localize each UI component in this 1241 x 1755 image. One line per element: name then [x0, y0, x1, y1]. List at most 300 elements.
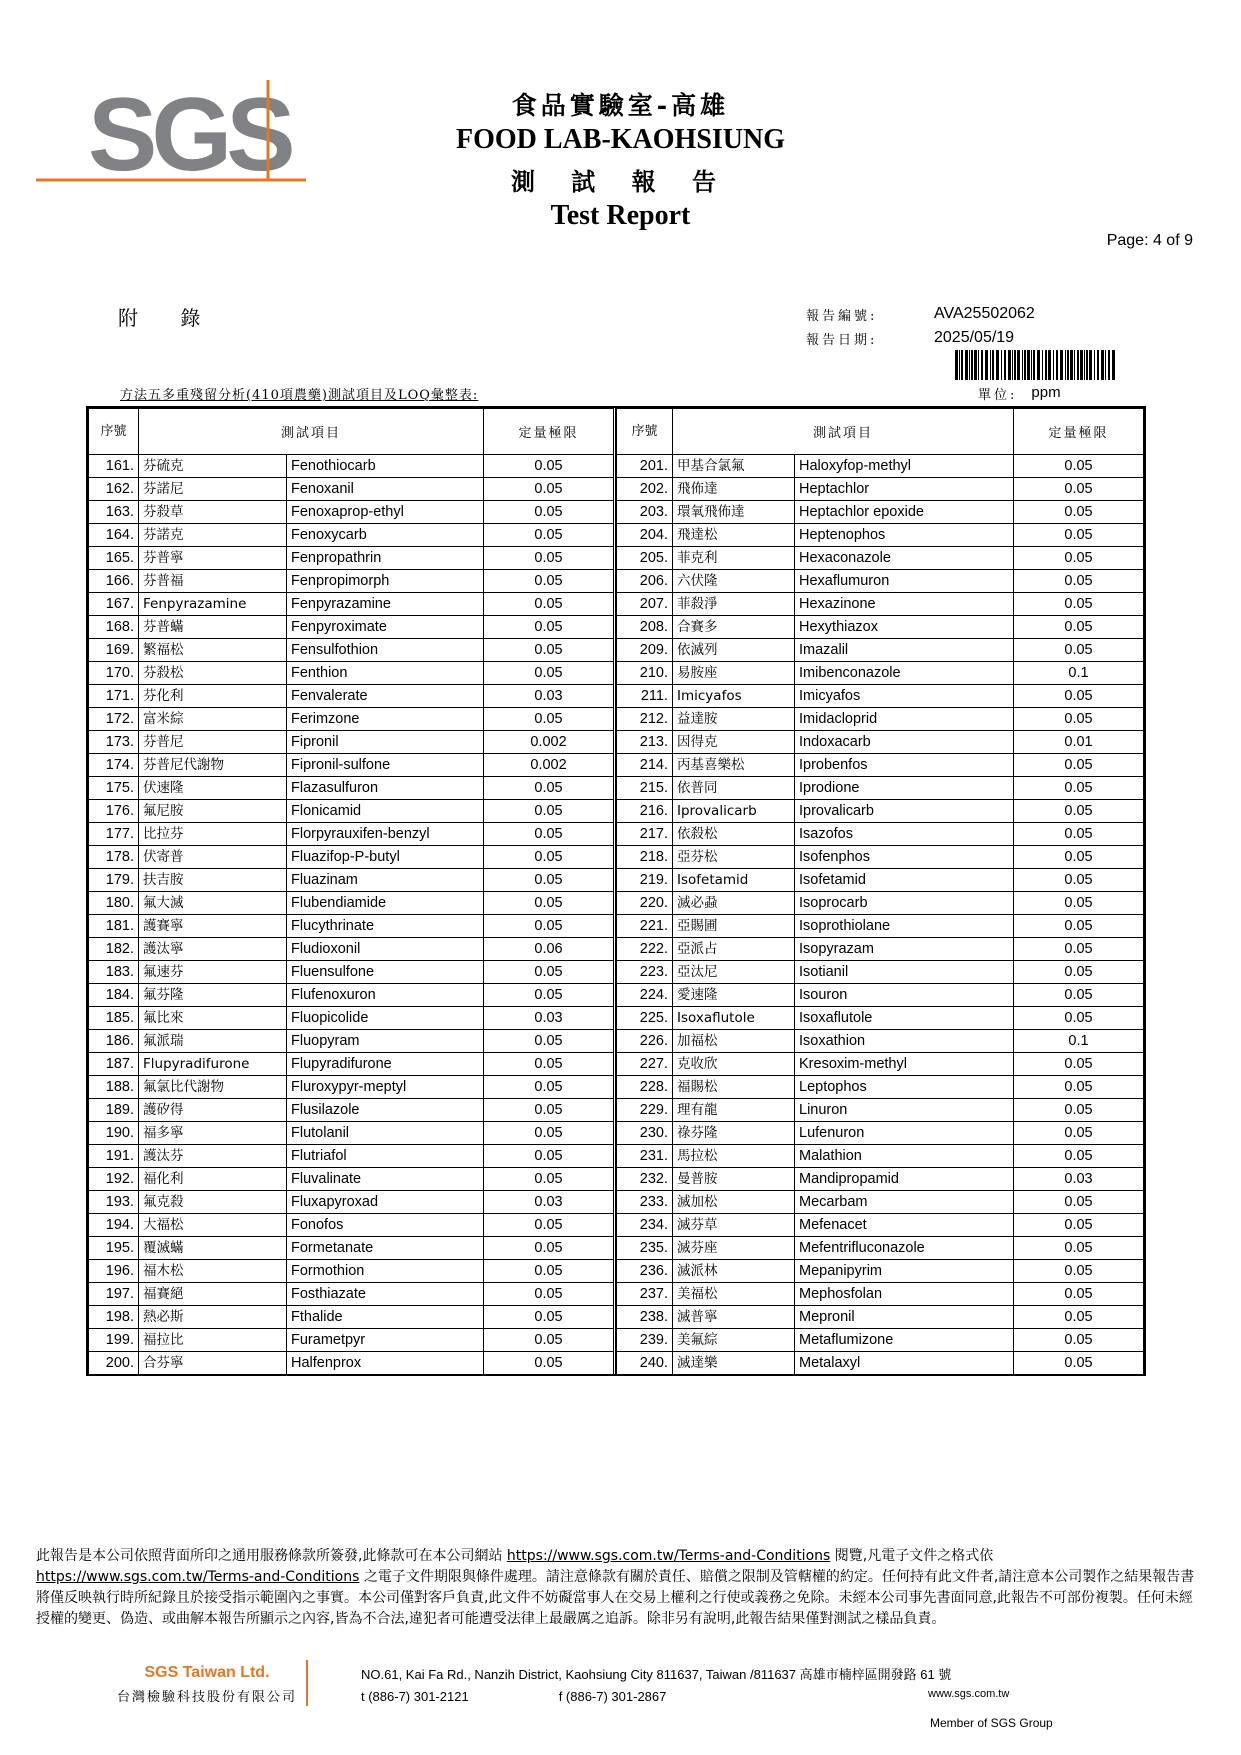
english-name: Lufenuron [795, 1122, 1014, 1145]
chinese-name: 氟速芬 [139, 961, 287, 984]
english-name: Fosthiazate [287, 1283, 484, 1306]
english-name: Isazofos [795, 823, 1014, 846]
table-row [617, 685, 1144, 708]
loq-value: 0.05 [484, 708, 614, 731]
row-number: 195. [89, 1237, 139, 1260]
loq-value: 0.05 [484, 892, 614, 915]
loq-value: 0.05 [1014, 455, 1144, 478]
row-number: 173. [89, 731, 139, 754]
table-row [89, 1122, 614, 1145]
col-header-loq: 定量極限 [484, 409, 614, 455]
chinese-name: 滅達樂 [673, 1352, 795, 1375]
english-name: Halfenprox [287, 1352, 484, 1375]
chinese-name: 飛達松 [673, 524, 795, 547]
row-number: 186. [89, 1030, 139, 1053]
table-header-row [617, 409, 1144, 455]
table-row [89, 685, 614, 708]
row-number: 177. [89, 823, 139, 846]
chinese-name: 甲基合氯氟 [673, 455, 795, 478]
table-row [617, 1352, 1144, 1375]
col-header-no: 序號 [89, 409, 139, 455]
row-number: 237. [617, 1283, 673, 1306]
row-number: 165. [89, 547, 139, 570]
loq-value: 0.05 [1014, 823, 1144, 846]
english-name: Flusilazole [287, 1099, 484, 1122]
chinese-name: 大福松 [139, 1214, 287, 1237]
loq-value: 0.05 [484, 1168, 614, 1191]
table-row [89, 639, 614, 662]
row-number: 228. [617, 1076, 673, 1099]
chinese-name: 滅必蝨 [673, 892, 795, 915]
row-number: 199. [89, 1329, 139, 1352]
table-row [89, 524, 614, 547]
loq-value: 0.05 [484, 662, 614, 685]
chinese-name: 比拉芬 [139, 823, 287, 846]
table-row [617, 455, 1144, 478]
disclaimer-text: 閱覽,凡電子文件之格式依 [830, 1548, 994, 1564]
table-row [89, 547, 614, 570]
report-date-label: 報告日期: [806, 332, 878, 348]
loq-value: 0.05 [484, 1329, 614, 1352]
row-number: 193. [89, 1191, 139, 1214]
row-number: 211. [617, 685, 673, 708]
table-row [89, 869, 614, 892]
table-row [617, 1122, 1144, 1145]
chinese-name: 熱必斯 [139, 1306, 287, 1329]
table-row [89, 984, 614, 1007]
row-number: 231. [617, 1145, 673, 1168]
row-number: 162. [89, 478, 139, 501]
row-number: 174. [89, 754, 139, 777]
table-left [88, 408, 614, 1375]
loq-value: 0.05 [1014, 984, 1144, 1007]
row-number: 216. [617, 800, 673, 823]
english-name: Mefentrifluconazole [795, 1237, 1014, 1260]
loq-value: 0.1 [1014, 1030, 1144, 1053]
chinese-name: Isoxaflutole [673, 1007, 795, 1030]
chinese-name: 依普同 [673, 777, 795, 800]
loq-value: 0.002 [484, 754, 614, 777]
chinese-name: 滅芬座 [673, 1237, 795, 1260]
table-header-row [89, 409, 614, 455]
chinese-name: 芬諾尼 [139, 478, 287, 501]
table-row [89, 800, 614, 823]
loq-value: 0.05 [1014, 754, 1144, 777]
table-row [617, 1260, 1144, 1283]
chinese-name: 氟芬隆 [139, 984, 287, 1007]
loq-value: 0.05 [1014, 1145, 1144, 1168]
row-number: 181. [89, 915, 139, 938]
english-name: Isotianil [795, 961, 1014, 984]
loq-value: 0.05 [484, 547, 614, 570]
english-name: Metaflumizone [795, 1329, 1014, 1352]
company-name-zh: 台灣檢驗科技股份有限公司 [116, 1690, 297, 1705]
chinese-name: 福木松 [139, 1260, 287, 1283]
row-number: 224. [617, 984, 673, 1007]
unit-label: 單位: [978, 388, 1018, 403]
loq-value: 0.03 [484, 1007, 614, 1030]
row-number: 202. [617, 478, 673, 501]
chinese-name: 芬普福 [139, 570, 287, 593]
chinese-name: 祿芬隆 [673, 1122, 795, 1145]
chinese-name: Isofetamid [673, 869, 795, 892]
chinese-name: 加福松 [673, 1030, 795, 1053]
report-no-label: 報告編號: [806, 308, 878, 324]
table-row [617, 639, 1144, 662]
loq-value: 0.05 [1014, 1053, 1144, 1076]
row-number: 215. [617, 777, 673, 800]
loq-value: 0.05 [1014, 1260, 1144, 1283]
loq-value: 0.05 [1014, 938, 1144, 961]
english-name: Formetanate [287, 1237, 484, 1260]
table-row [617, 961, 1144, 984]
chinese-name: 易胺座 [673, 662, 795, 685]
row-number: 217. [617, 823, 673, 846]
table-row [89, 1145, 614, 1168]
table-row [617, 524, 1144, 547]
loq-value: 0.05 [484, 1099, 614, 1122]
row-number: 187. [89, 1053, 139, 1076]
english-name: Formothion [287, 1260, 484, 1283]
english-name: Isoprothiolane [795, 915, 1014, 938]
disclaimer-text: 此報告是本公司依照背面所印之通用服務條款所簽發,此條款可在本公司網站 [36, 1548, 507, 1564]
loq-value: 0.05 [1014, 639, 1144, 662]
address: NO.61, Kai Fa Rd., Nanzih District, Kaohsiung City 811637, Taiwan /811637 高雄市楠梓區開發路 61 號 [361, 1667, 952, 1682]
english-name: Fluensulfone [287, 961, 484, 984]
table-row [617, 616, 1144, 639]
row-number: 189. [89, 1099, 139, 1122]
loq-value: 0.05 [1014, 1237, 1144, 1260]
loq-value: 0.05 [1014, 1076, 1144, 1099]
english-name: Haloxyfop-methyl [795, 455, 1014, 478]
row-number: 220. [617, 892, 673, 915]
english-name: Hexythiazox [795, 616, 1014, 639]
chinese-name: 伏速隆 [139, 777, 287, 800]
row-number: 235. [617, 1237, 673, 1260]
report-meta [806, 302, 1035, 350]
chinese-name: 因得克 [673, 731, 795, 754]
table-row [617, 708, 1144, 731]
report-date: 2025/05/19 [934, 329, 1015, 346]
chinese-name: Imicyafos [673, 685, 795, 708]
chinese-name: 美氟綜 [673, 1329, 795, 1352]
english-name: Fenoxanil [287, 478, 484, 501]
loq-value: 0.05 [484, 777, 614, 800]
english-name: Imibenconazole [795, 662, 1014, 685]
unit-value: ppm [1031, 384, 1061, 401]
english-name: Kresoxim-methyl [795, 1053, 1014, 1076]
table-row [89, 455, 614, 478]
table-row [89, 662, 614, 685]
table-row [617, 1237, 1144, 1260]
table-row [617, 1214, 1144, 1237]
english-name: Imazalil [795, 639, 1014, 662]
loq-value: 0.05 [484, 984, 614, 1007]
english-name: Fluazinam [287, 869, 484, 892]
english-name: Fluazifop-P-butyl [287, 846, 484, 869]
table-row [617, 823, 1144, 846]
table-caption: 方法五多重殘留分析(410項農藥)測試項目及LOQ彙整表: [120, 388, 479, 403]
row-number: 164. [89, 524, 139, 547]
english-name: Mepronil [795, 1306, 1014, 1329]
chinese-name: 滅芬草 [673, 1214, 795, 1237]
loq-value: 0.05 [484, 1122, 614, 1145]
loq-value: 0.05 [1014, 547, 1144, 570]
disclaimer [36, 1546, 1206, 1630]
loq-value: 0.03 [1014, 1168, 1144, 1191]
english-name: Flonicamid [287, 800, 484, 823]
table-row [617, 570, 1144, 593]
report-title [0, 86, 1241, 238]
table-row [89, 1306, 614, 1329]
row-number: 223. [617, 961, 673, 984]
chinese-name: 亞賜圃 [673, 915, 795, 938]
chinese-name: 福拉比 [139, 1329, 287, 1352]
row-number: 219. [617, 869, 673, 892]
company-address [361, 1664, 951, 1704]
chinese-name: 繁福松 [139, 639, 287, 662]
row-number: 169. [89, 639, 139, 662]
row-number: 207. [617, 593, 673, 616]
chinese-name: 福化利 [139, 1168, 287, 1191]
chinese-name: 護汰芬 [139, 1145, 287, 1168]
table-row [89, 1076, 614, 1099]
row-number: 185. [89, 1007, 139, 1030]
english-name: Isopyrazam [795, 938, 1014, 961]
loq-value: 0.05 [1014, 685, 1144, 708]
row-number: 221. [617, 915, 673, 938]
loq-value: 0.05 [1014, 1283, 1144, 1306]
english-name: Mepanipyrim [795, 1260, 1014, 1283]
english-name: Fenpyrazamine [287, 593, 484, 616]
table-row [89, 1237, 614, 1260]
row-number: 213. [617, 731, 673, 754]
row-number: 176. [89, 800, 139, 823]
table-row [617, 662, 1144, 685]
english-name: Imicyafos [795, 685, 1014, 708]
table-row [89, 754, 614, 777]
col-header-item: 測試項目 [139, 409, 484, 455]
chinese-name: 飛佈達 [673, 478, 795, 501]
table-row [617, 1007, 1144, 1030]
table-row [89, 961, 614, 984]
loq-value: 0.05 [1014, 478, 1144, 501]
table-row [617, 800, 1144, 823]
table-right [616, 408, 1144, 1375]
row-number: 205. [617, 547, 673, 570]
loq-value: 0.05 [1014, 1007, 1144, 1030]
fax: f (886-7) 301-2867 [558, 1689, 667, 1704]
loq-value: 0.002 [484, 731, 614, 754]
chinese-name: 氟尼胺 [139, 800, 287, 823]
table-row [617, 1191, 1144, 1214]
loq-value: 0.05 [484, 1030, 614, 1053]
row-number: 182. [89, 938, 139, 961]
loq-value: 0.05 [484, 1260, 614, 1283]
english-name: Linuron [795, 1099, 1014, 1122]
row-number: 168. [89, 616, 139, 639]
table-row [89, 731, 614, 754]
row-number: 212. [617, 708, 673, 731]
table-row [617, 1168, 1144, 1191]
row-number: 236. [617, 1260, 673, 1283]
loq-value: 0.05 [484, 616, 614, 639]
row-number: 239. [617, 1329, 673, 1352]
chinese-name: 芬普尼代謝物 [139, 754, 287, 777]
loq-value: 0.05 [484, 1352, 614, 1375]
chinese-name: 福賽絕 [139, 1283, 287, 1306]
row-number: 203. [617, 501, 673, 524]
chinese-name: 芬普寧 [139, 547, 287, 570]
english-name: Isouron [795, 984, 1014, 1007]
chinese-name: 依滅列 [673, 639, 795, 662]
terms-link[interactable]: https://www.sgs.com.tw/Terms-and-Conditions [506, 1548, 831, 1564]
table-row [89, 1007, 614, 1030]
row-number: 196. [89, 1260, 139, 1283]
loq-value: 0.05 [484, 1283, 614, 1306]
table-row [89, 1352, 614, 1375]
table-row [617, 777, 1144, 800]
english-name: Leptophos [795, 1076, 1014, 1099]
english-name: Malathion [795, 1145, 1014, 1168]
loq-value: 0.05 [1014, 777, 1144, 800]
chinese-name: 菲殺淨 [673, 593, 795, 616]
table-left-half [88, 408, 616, 1374]
loq-value: 0.05 [1014, 1352, 1144, 1375]
english-name: Metalaxyl [795, 1352, 1014, 1375]
chinese-name: 愛速隆 [673, 984, 795, 1007]
chinese-name: 氟大滅 [139, 892, 287, 915]
chinese-name: 合芬寧 [139, 1352, 287, 1375]
loq-value: 0.05 [1014, 800, 1144, 823]
loq-value: 0.03 [484, 1191, 614, 1214]
row-number: 240. [617, 1352, 673, 1375]
table-row [89, 1260, 614, 1283]
title-zh: 食品實驗室-高雄 [511, 91, 730, 120]
table-row [89, 478, 614, 501]
loq-value: 0.05 [484, 869, 614, 892]
chinese-name: 丙基喜樂松 [673, 754, 795, 777]
table-row [617, 915, 1144, 938]
english-name: Hexazinone [795, 593, 1014, 616]
english-name: Fenpropimorph [287, 570, 484, 593]
english-name: Fenvalerate [287, 685, 484, 708]
row-number: 180. [89, 892, 139, 915]
row-number: 210. [617, 662, 673, 685]
english-name: Florpyrauxifen-benzyl [287, 823, 484, 846]
row-number: 163. [89, 501, 139, 524]
report-title-en: Test Report [550, 200, 691, 231]
english-name: Flufenoxuron [287, 984, 484, 1007]
table-row [89, 1329, 614, 1352]
chinese-name: 環氧飛佈達 [673, 501, 795, 524]
chinese-name: 芬普尼 [139, 731, 287, 754]
loq-value: 0.03 [484, 685, 614, 708]
row-number: 179. [89, 869, 139, 892]
english-name: Heptachlor epoxide [795, 501, 1014, 524]
chinese-name: 福多寧 [139, 1122, 287, 1145]
english-name: Fluroxypyr-meptyl [287, 1076, 484, 1099]
table-row [617, 892, 1144, 915]
loq-value: 0.05 [1014, 1214, 1144, 1237]
table-row [617, 501, 1144, 524]
table-row [617, 869, 1144, 892]
english-name: Heptachlor [795, 478, 1014, 501]
english-name: Heptenophos [795, 524, 1014, 547]
title-en: FOOD LAB-KAOHSIUNG [455, 124, 786, 155]
row-number: 208. [617, 616, 673, 639]
row-number: 198. [89, 1306, 139, 1329]
table-row [617, 593, 1144, 616]
loq-value: 0.05 [1014, 869, 1144, 892]
row-number: 225. [617, 1007, 673, 1030]
english-name: Mefenacet [795, 1214, 1014, 1237]
chinese-name: 克收欣 [673, 1053, 795, 1076]
row-number: 184. [89, 984, 139, 1007]
chinese-name: 亞芬松 [673, 846, 795, 869]
chinese-name: 馬拉松 [673, 1145, 795, 1168]
row-number: 234. [617, 1214, 673, 1237]
terms-link[interactable]: https://www.sgs.com.tw/Terms-and-Conditions [36, 1569, 360, 1585]
loq-value: 0.05 [484, 915, 614, 938]
table-row [617, 1306, 1144, 1329]
english-name: Iprodione [795, 777, 1014, 800]
loq-value: 0.05 [484, 961, 614, 984]
english-name: Flupyradifurone [287, 1053, 484, 1076]
row-number: 188. [89, 1076, 139, 1099]
english-name: Isoxathion [795, 1030, 1014, 1053]
table-row [89, 593, 614, 616]
loq-value: 0.05 [1014, 708, 1144, 731]
english-name: Fenthion [287, 662, 484, 685]
loq-value: 0.01 [1014, 731, 1144, 754]
english-name: Fenpropathrin [287, 547, 484, 570]
table-row [617, 1283, 1144, 1306]
table-row [617, 938, 1144, 961]
chinese-name: 氟比來 [139, 1007, 287, 1030]
chinese-name: 扶吉胺 [139, 869, 287, 892]
telephone: t (886-7) 301-2121 [361, 1689, 469, 1704]
loq-value: 0.05 [1014, 892, 1144, 915]
website[interactable]: www.sgs.com.tw [928, 1688, 1010, 1700]
row-number: 232. [617, 1168, 673, 1191]
chinese-name: 護汰寧 [139, 938, 287, 961]
table-row [617, 846, 1144, 869]
table-row [617, 1030, 1144, 1053]
table-row [617, 754, 1144, 777]
chinese-name: 護矽得 [139, 1099, 287, 1122]
table-row [617, 1329, 1144, 1352]
english-name: Isofenphos [795, 846, 1014, 869]
loq-value: 0.05 [1014, 1191, 1144, 1214]
report-no: AVA25502062 [934, 305, 1035, 322]
pesticide-table [86, 406, 1146, 1376]
english-name: Furametpyr [287, 1329, 484, 1352]
chinese-name: 益達胺 [673, 708, 795, 731]
col-header-item: 測試項目 [673, 409, 1014, 455]
chinese-name: 覆滅蟎 [139, 1237, 287, 1260]
col-header-no: 序號 [617, 409, 673, 455]
table-row [89, 1168, 614, 1191]
loq-value: 0.05 [484, 455, 614, 478]
loq-value: 0.06 [484, 938, 614, 961]
chinese-name: Flupyradifurone [139, 1053, 287, 1076]
english-name: Mandipropamid [795, 1168, 1014, 1191]
loq-value: 0.05 [484, 1145, 614, 1168]
company-info [112, 1664, 302, 1705]
loq-value: 0.05 [484, 593, 614, 616]
table-right-body [617, 455, 1144, 1375]
